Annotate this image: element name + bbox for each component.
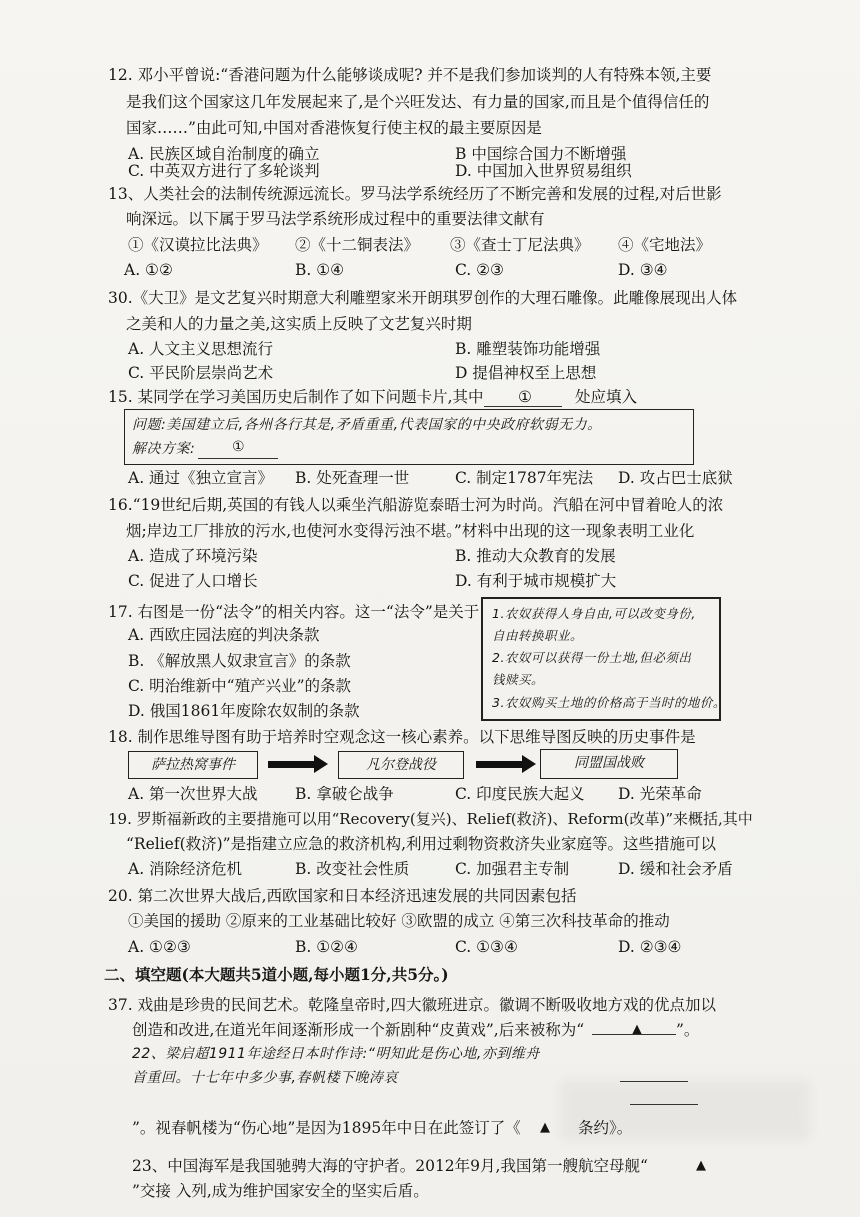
q15-card-solution: 解决方案: — [132, 441, 196, 457]
q20-line1: 20. 第二次世界大战后,西欧国家和日本经济迅速发展的共同因素包括 — [108, 887, 577, 905]
q12-option-a: A. 民族区域自治制度的确立 — [128, 145, 320, 163]
q30-line2: 之美和人的力量之美,这实质上反映了文艺复兴时期 — [126, 315, 472, 333]
q17-box-line3: 2.农奴可以获得一份土地,但必须出 — [492, 650, 692, 665]
q15-option-a: A. 通过《独立宣言》 — [128, 469, 274, 487]
mindmap-arrow-2 — [476, 757, 536, 771]
q12-option-c: C. 中英双方进行了多轮谈判 — [128, 162, 320, 180]
q15-option-b: B. 处死查理一世 — [295, 469, 410, 487]
q23-line1: 23、中国海军是我国驰骋大海的守护者。2012年9月,我国第一艘航空母舰“ — [132, 1157, 648, 1175]
q18-option-b: B. 拿破仑战争 — [295, 785, 394, 803]
q15-card-blank-underline — [198, 458, 278, 459]
q17-option-a: A. 西欧庄园法庭的判决条款 — [128, 626, 320, 644]
q13-item4: ④《宅地法》 — [618, 236, 712, 254]
q20-line2: ①美国的援助 ②原来的工业基础比较好 ③欧盟的成立 ④第三次科技革命的推动 — [128, 912, 670, 930]
q20-option-c: C. ①③④ — [455, 938, 518, 956]
section-fill-in-title: 二、填空题(本大题共5道小题,每小题1分,共5分。) — [104, 965, 449, 984]
q13-item1: ①《汉谟拉比法典》 — [128, 236, 268, 254]
q30-option-a: A. 人文主义思想流行 — [128, 340, 274, 358]
q13-option-b: B. ①④ — [295, 261, 345, 279]
q22-line1: 22、梁启超1911年途经日本时作诗:“明知此是伤心地,亦到维舟 — [132, 1046, 540, 1062]
q15-card-blank: ① — [232, 439, 246, 455]
mindmap-arrow-1 — [268, 757, 328, 771]
mindmap-node-verdun: 凡尔登战役 — [338, 751, 464, 779]
q13-item3: ③《查士丁尼法典》 — [450, 236, 590, 254]
q19-option-a: A. 消除经济危机 — [128, 860, 243, 878]
q13-option-d: D. ③④ — [618, 261, 668, 279]
q12-option-d: D. 中国加入世界贸易组织 — [455, 162, 632, 180]
q12-line3: 国家……”由此可知,中国对香港恢复行使主权的最主要原因是 — [126, 119, 542, 137]
q19-option-b: B. 改变社会性质 — [295, 860, 410, 878]
q17-box-line2: 自由转换职业。 — [492, 628, 584, 643]
mindmap-node-sarajevo: 萨拉热窝事件 — [128, 751, 258, 779]
q37-blank-underline — [592, 1034, 676, 1035]
q17-option-d: D. 俄国1861年废除农奴制的条款 — [128, 702, 360, 720]
q16-line1: 16.“19世纪后期,英国的有钱人以乘坐汽船游览泰晤士河为时尚。汽船在河中冒着呛人的浓 — [108, 496, 724, 514]
q17-box-line5: 3.农奴购买土地的价格高于当时的地价。 — [492, 695, 726, 710]
q12-line1: 12. 邓小平曾说:“香港问题为什么能够谈成呢? 并不是我们参加谈判的人有特殊本领,主要 — [108, 66, 712, 84]
q37-line1: 37. 戏曲是珍贵的民间艺术。乾隆皇帝时,四大徽班进京。徽调不断吸收地方戏的优点加以 — [108, 996, 717, 1014]
q19-option-d: D. 缓和社会矛盾 — [618, 860, 733, 878]
q18-option-d: D. 光荣革命 — [618, 785, 702, 803]
q13-item2: ②《十二铜表法》 — [295, 236, 420, 254]
q12-line2: 是我们这个国家这几年发展起来了,是个兴旺发达、有力量的国家,而且是个值得信任的 — [126, 93, 710, 111]
q22-answer-line-1 — [620, 1081, 688, 1082]
q15-option-c: C. 制定1787年宪法 — [455, 469, 594, 487]
q18-line1: 18. 制作思维导图有助于培养时空观念这一核心素养。以下思维导图反映的历史事件是 — [108, 728, 696, 746]
q16-option-b: B. 推动大众教育的发展 — [455, 547, 616, 565]
q16-line2: 烟;岸边工厂排放的污水,也使河水变得污浊不堪。”材料中出现的这一现象表明工业化 — [126, 522, 695, 540]
q20-option-a: A. ①②③ — [128, 938, 191, 956]
q37-triangle: ▲ — [632, 1022, 642, 1037]
q22-line3-end: 条约》。 — [578, 1119, 633, 1137]
q15-card-problem: 问题:美国建立后,各州各行其是,矛盾重重,代表国家的中央政府软弱无力。 — [132, 417, 602, 433]
q15-line1-end: 处应填入 — [575, 388, 638, 406]
q17-option-b: B. 《解放黑人奴隶宣言》的条款 — [128, 652, 351, 670]
q22-triangle: ▲ — [540, 1120, 550, 1135]
q13-option-c: C. ②③ — [455, 261, 504, 279]
q22-line3: ”。视春帆楼为“伤心地”是因为1895年中日在此签订了《 — [132, 1119, 521, 1137]
q37-line2: 创造和改进,在道光年间逐渐形成一个新剧种“皮黄戏”,后来被称为“ — [132, 1021, 585, 1039]
q17-box-line1: 1.农奴获得人身自由,可以改变身份, — [492, 606, 696, 621]
q15-line1: 15. 某同学在学习美国历史后制作了如下问题卡片,其中 — [108, 388, 484, 406]
mindmap-node-central-powers-defeat: 同盟国战败 — [540, 749, 678, 779]
q19-option-c: C. 加强君主专制 — [455, 860, 570, 878]
q22-line2: 首重回。十七年中多少事,春帆楼下晚涛哀 — [132, 1070, 398, 1086]
q30-option-d: D 提倡神权至上思想 — [455, 364, 597, 382]
q16-option-c: C. 促进了人口增长 — [128, 572, 258, 590]
q23-triangle: ▲ — [696, 1158, 706, 1173]
q16-option-d: D. 有利于城市规模扩大 — [455, 572, 617, 590]
q18-option-a: A. 第一次世界大战 — [128, 785, 258, 803]
q17-option-c: C. 明治维新中“殖产兴业”的条款 — [128, 677, 352, 695]
q16-option-a: A. 造成了环境污染 — [128, 547, 258, 565]
q30-option-c: C. 平民阶层崇尚艺术 — [128, 364, 274, 382]
q19-line1: 19. 罗斯福新政的主要措施可以用“Recovery(复兴)、Relief(救济)、Reform(改革)”来概括,其中 — [108, 810, 753, 828]
q13-option-a: A. ①② — [124, 261, 173, 279]
q15-blank: ① — [518, 388, 532, 406]
q22-answer-line-2 — [630, 1104, 698, 1105]
q20-option-b: B. ①②④ — [295, 938, 358, 956]
q17-line1: 17. 右图是一份“法令”的相关内容。这一“法令”是关于 — [108, 603, 480, 621]
q20-option-d: D. ②③④ — [618, 938, 682, 956]
q19-line2: “Relief(救济)”是指建立应急的救济机构,利用过剩物资救济失业家庭等。这些措施可以 — [126, 835, 717, 853]
q17-box-line4: 钱赎买。 — [492, 672, 545, 687]
q15-blank-underline — [484, 406, 562, 407]
q12-option-b: B 中国综合国力不断增强 — [455, 145, 627, 163]
q30-option-b: B. 雕塑装饰功能增强 — [455, 340, 601, 358]
q23-line2: ”交接 入列,成为维护国家安全的坚实后盾。 — [132, 1182, 429, 1200]
q15-option-d: D. 攻占巴士底狱 — [618, 469, 733, 487]
q37-line2-end: ”。 — [676, 1021, 700, 1039]
q13-line2: 响深远。以下属于罗马法学系统形成过程中的重要法律文献有 — [126, 210, 545, 228]
q13-line1: 13、人类社会的法制传统源远流长。罗马法学系统经历了不断完善和发展的过程,对后世影 — [108, 185, 722, 203]
q30-line1: 30.《大卫》是文艺复兴时期意大利雕塑家米开朗琪罗创作的大理石雕像。此雕像展现出人体 — [108, 289, 738, 307]
q18-option-c: C. 印度民族大起义 — [455, 785, 585, 803]
